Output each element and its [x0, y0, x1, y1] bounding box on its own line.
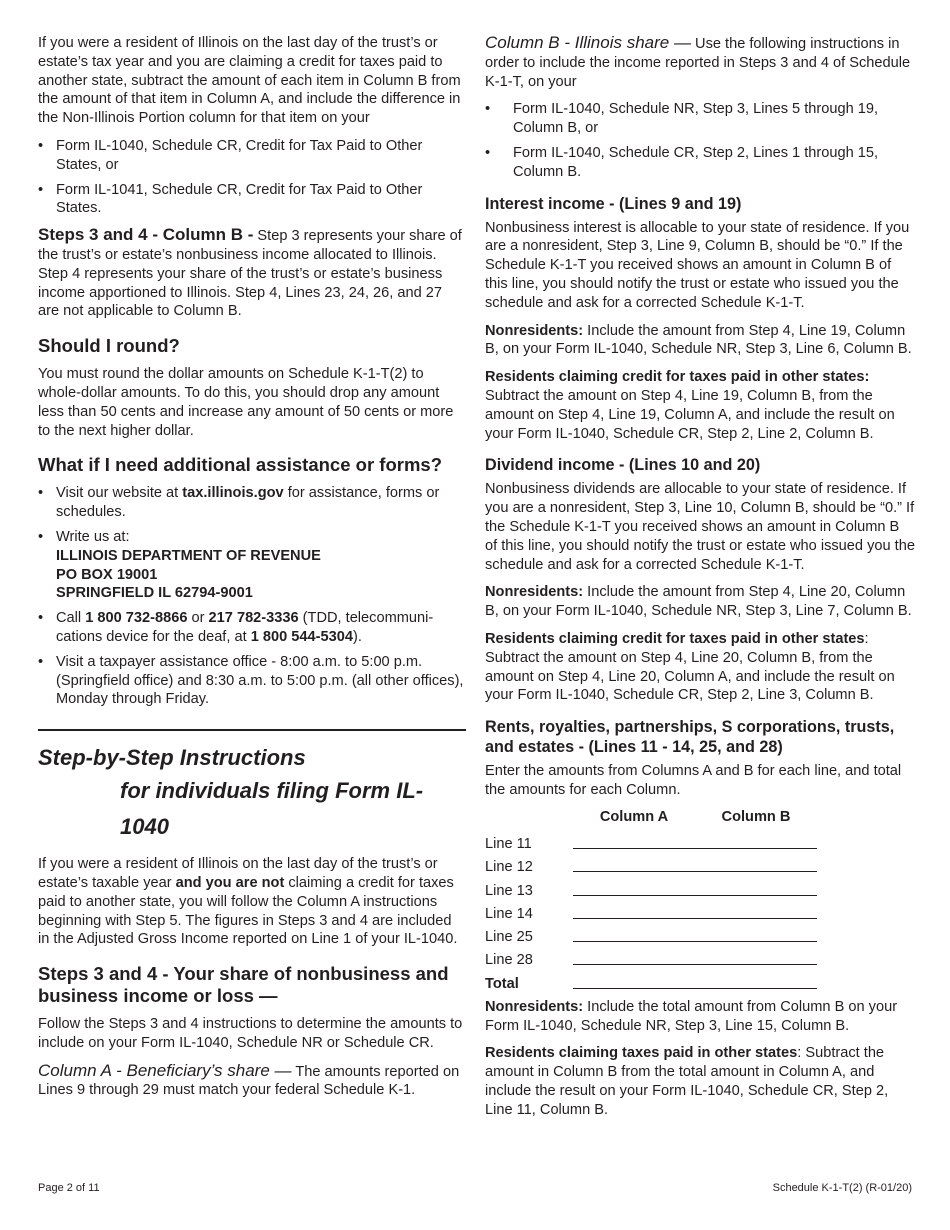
call-text-end: ).: [352, 628, 362, 645]
residents-text: : Subtract the amount in Column B from the total amount in Column A, and include the result on your Form IL-1040, Schedule CR, Step 2, Line 11, Column B.: [485, 1045, 889, 1118]
nonresidents-text: Include the total amount from Column B on your Form IL-1040, Schedule NR, Step 3, Line 15, Column B.: [485, 998, 898, 1034]
row-label: Line 11: [485, 836, 532, 852]
section-divider: [38, 729, 466, 731]
share-heading: Steps 3 and 4 - Your share of nonbusiness and business income or loss —: [38, 963, 449, 1007]
step-by-step-subtitle: for individuals filing Form IL-1040: [120, 778, 424, 840]
table-row: [485, 899, 817, 922]
residents-label: Residents claiming credit for taxes paid in other states:: [485, 369, 870, 386]
phone-number: 1 800 732-8866: [85, 610, 188, 627]
assistance-heading: What if I need additional assistance or forms?: [38, 454, 442, 476]
left-column: [38, 34, 466, 1109]
tdd-phone-number: 1 800 544-5304: [250, 628, 353, 645]
column-a-blank[interactable]: [573, 899, 695, 922]
list-item: [38, 528, 466, 603]
column-a-text: The amounts reported on Lines 9 through 29 must match your federal Schedule K-1.: [38, 1063, 460, 1099]
nonresidents-text: Include the amount from Step 4, Line 19, Column B, on your Form IL-1040, Schedule NR, Step 3, Line 6, Column B.: [485, 322, 912, 358]
intro-bullet-list: [38, 137, 466, 218]
nonresidents-label: Nonresidents:: [485, 584, 584, 601]
address-line: SPRINGFIELD IL 62794-9001: [56, 585, 253, 602]
table-header-spacer: [485, 809, 573, 829]
address-line: ILLINOIS DEPARTMENT OF REVENUE: [56, 547, 321, 564]
write-label: Write us at:: [56, 528, 130, 545]
address-line: PO BOX 19001: [56, 566, 158, 583]
website-link[interactable]: tax.illinois.gov: [182, 485, 284, 502]
sbs-text-end: claiming a credit for taxes paid to another state, you will follow the Column A instructions beginning with Step 5. The figures in Steps 3 and 4 are included in the Adjusted Gross Income reported on Line 1 of your IL-1040.: [38, 874, 458, 948]
dividend-residents: [485, 630, 915, 705]
interest-heading: Interest income - (Lines 9 and 19): [485, 194, 742, 213]
column-b-blank[interactable]: [695, 922, 817, 945]
column-b-blank[interactable]: [695, 875, 817, 898]
call-text-mid: (TDD, telecommuni-cations device for the deaf, at: [56, 610, 434, 645]
column-a-header: Column A: [599, 808, 669, 825]
residents-label: Residents claiming credit for taxes paid in other states: [485, 630, 865, 647]
line-amounts-table: [485, 809, 817, 992]
call-or: or: [187, 610, 209, 627]
row-label: Line 13: [485, 882, 533, 899]
column-a-blank[interactable]: [573, 875, 695, 898]
column-a-paragraph: [38, 1062, 466, 1101]
table-total-row: [485, 968, 817, 991]
list-item: • Form IL-1040, Schedule CR, Step 2, Lines 1 through 15, Column B.: [485, 144, 915, 182]
right-column: [485, 34, 915, 1129]
dividend-nonresidents: [485, 583, 915, 621]
rents-paragraph: Enter the amounts from Columns A and B for each line, and total the amounts for each Column.: [485, 763, 902, 798]
residents-label: Residents claiming taxes paid in other states: [485, 1045, 798, 1062]
list-item: [38, 609, 466, 647]
table-row: [485, 852, 817, 875]
nonresidents-text: Include the amount from Step 4, Line 20, Column B, on your Form IL-1040, Schedule NR, Step 3, Line 7, Column B.: [485, 584, 912, 620]
list-item: • Form IL-1040, Schedule CR, Credit for Tax Paid to Other States, or: [38, 137, 466, 175]
interest-paragraph: Nonbusiness interest is allocable to your state of residence. If you are a nonresident, Step 3, Line 9, Column B, should be “0.” If the Schedule K-1-T you received shows an amount in Column B of this line, you should notify the trust or estate who issued you the schedule and ask for a corrected Schedule K-1-T.: [485, 219, 910, 311]
column-b-blank[interactable]: [695, 829, 817, 852]
share-paragraph: Follow the Steps 3 and 4 instructions to determine the amounts to include on your Form IL-1040, Schedule NR or Schedule CR.: [38, 1016, 463, 1051]
table-row: [485, 875, 817, 898]
visit-text: Visit our website at: [56, 485, 183, 502]
residents-text: : Subtract the amount on Step 4, Line 20, Column B, from the amount on Step 4, Line 20, Column A, and include the result on your Form IL-1040, Schedule CR, Step 2, Line 3, Column B.: [485, 630, 895, 704]
column-a-heading: Column A - Beneficiary’s share —: [38, 1060, 292, 1080]
phone-number: 217 782-3336: [208, 610, 299, 627]
round-paragraph: You must round the dollar amounts on Schedule K-1-T(2) to whole-dollar amounts. To do this, you should drop any amount less than 50 cents and increase any amount of 50 cents or more to the next higher dollar.: [38, 366, 454, 439]
column-b-total-blank[interactable]: [695, 968, 817, 991]
table-header-row: [485, 809, 817, 829]
intro-paragraph: If you were a resident of Illinois on the last day of the trust’s or estate’s tax year and you are claiming a credit for taxes paid to another state, subtract the amount of each item in Column B from the amount of that item in Column A, and include the difference in the Non-Illinois Portion column for that item on your: [38, 35, 461, 127]
step-by-step-title: Step-by-Step Instructions: [38, 745, 306, 771]
page-number: Page 2 of 11: [38, 1182, 100, 1194]
steps-column-b-heading: Steps 3 and 4 - Column B -: [38, 225, 254, 245]
column-a-blank[interactable]: [573, 922, 695, 945]
sbs-emphasis: and you are not: [175, 874, 285, 891]
column-b-header: Column B: [721, 808, 791, 825]
column-b-paragraph: [485, 34, 915, 91]
list-item: • Form IL-1040, Schedule NR, Step 3, Lines 5 through 19, Column B, or: [485, 100, 915, 138]
row-label: Line 25: [485, 929, 533, 946]
sbs-text: If you were a resident of Illinois on the last day of the trust’s or estate’s taxable year: [38, 856, 438, 891]
steps-column-b-paragraph: [38, 226, 466, 321]
list-item: • Visit a taxpayer assistance office - 8:00 a.m. to 5:00 p.m. (Springfield office) and 8:30 a.m. to 5:00 p.m. (all other offices), Monday through Friday.: [38, 653, 466, 709]
column-b-list: [485, 100, 915, 181]
dividend-heading: Dividend income - (Lines 10 and 20): [485, 456, 761, 475]
nonresidents-label: Nonresidents:: [485, 998, 584, 1015]
interest-residents: [485, 368, 915, 443]
column-a-blank[interactable]: [573, 829, 695, 852]
visit-text-end: for assistance, forms or schedules.: [56, 485, 440, 521]
column-b-blank[interactable]: [695, 852, 817, 875]
nonresidents-label: Nonresidents:: [485, 322, 584, 339]
rents-nonresidents: [485, 998, 915, 1036]
residents-text: Subtract the amount on Step 4, Line 19, Column B, from the amount on Step 4, Line 19, Column A, and include the result on your Form IL-1040, Schedule CR, Step 2, Line 2, Column B.: [485, 387, 895, 442]
column-a-total-blank[interactable]: [573, 968, 695, 991]
rents-heading: Rents, royalties, partnerships, S corporations, trusts, and estates - (Lines 11 - 14, 25, and 28): [485, 718, 895, 757]
call-text: Call: [56, 610, 86, 627]
list-item: [38, 484, 466, 522]
steps-column-b-text: Step 3 represents your share of the trust’s or estate’s nonbusiness income allocated to Illinois. Step 4 represents your share of the trust’s or estate’s business income apportioned to Illinois. Step 4, Lines 23, 24, 26, and 27 are not applicable to Column B.: [38, 228, 462, 320]
list-item: • Form IL-1041, Schedule CR, Credit for Tax Paid to Other States.: [38, 181, 466, 219]
round-heading: Should I round?: [38, 335, 180, 357]
column-b-heading: Column B - Illinois share —: [485, 33, 691, 52]
column-a-blank[interactable]: [573, 945, 695, 968]
total-label: Total: [485, 975, 519, 992]
column-b-blank[interactable]: [695, 945, 817, 968]
row-label: Line 14: [485, 905, 533, 922]
column-b-text: Use the following instructions in order to include the income reported in Steps 3 and 4 of Schedule K-1-T, on your: [485, 36, 911, 90]
column-a-blank[interactable]: [573, 852, 695, 875]
column-b-blank[interactable]: [695, 899, 817, 922]
assistance-list: [38, 484, 466, 709]
table-row: [485, 829, 817, 852]
table-row: [485, 922, 817, 945]
interest-nonresidents: [485, 322, 915, 360]
row-label: Line 28: [485, 952, 533, 969]
form-identifier: Schedule K-1-T(2) (R-01/20): [772, 1182, 912, 1194]
table-row: [485, 945, 817, 968]
dividend-paragraph: Nonbusiness dividends are allocable to your state of residence. If you are a nonresident, Step 3, Line 10, Column B, should be “0.” If the Schedule K-1-T you received shows an amount in Column B of this line, you should notify the trust or estate who issued you the schedule and ask for a corrected Schedule K-1-T.: [485, 481, 915, 573]
rents-residents: [485, 1044, 915, 1119]
row-label: Line 12: [485, 859, 533, 876]
step-by-step-paragraph: [38, 855, 466, 949]
